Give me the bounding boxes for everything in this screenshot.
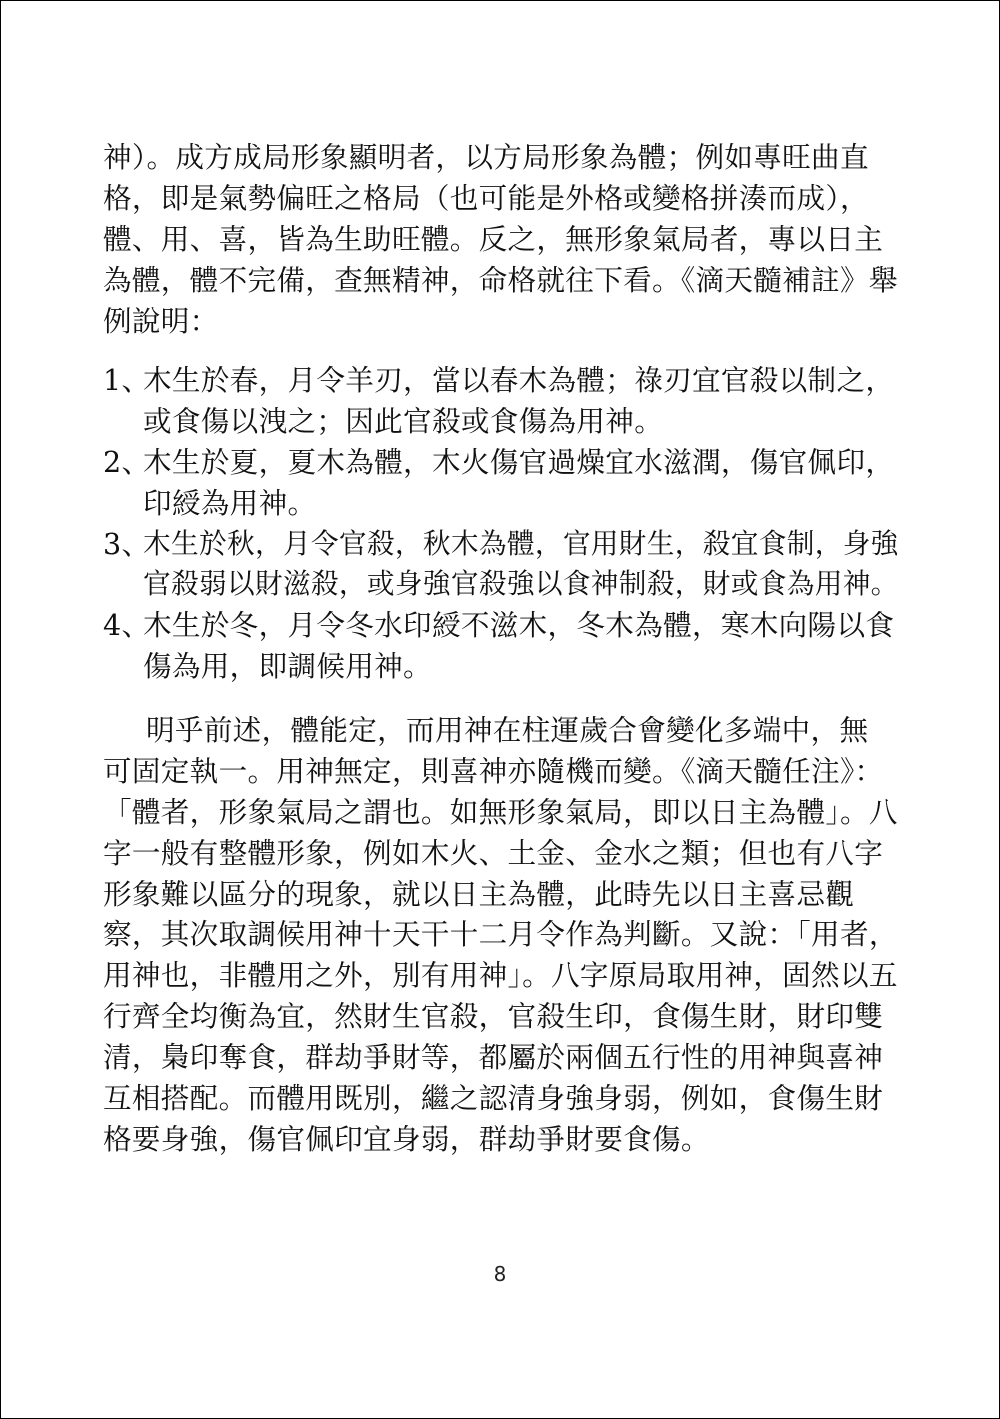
paragraph-line: 格要身強，傷官佩印宜身弱，群劫爭財要食傷。 (103, 1121, 710, 1156)
list-item-text: 木生於秋，月令官殺，秋木為體，官用財生，殺宜食制，身強 (143, 526, 899, 560)
list-item-number: 1、 (103, 363, 151, 397)
list-item (103, 360, 903, 442)
paragraph-line: 互相搭配。而體用既別，繼之認清身強身弱，例如，食傷生財 (103, 1081, 884, 1116)
paragraph-line: 神）。成方成局形象顯明者，以方局形象為體；例如專旺曲直 (103, 140, 869, 174)
list-item-text: 木生於夏，夏木為體，木火傷官過燥宜水滋潤，傷官佩印， (143, 444, 895, 479)
list-item-number: 3、 (103, 526, 151, 561)
list-item-text: 木生於冬，月令冬水印綬不滋木，冬木為體，寒木向陽以食 (143, 608, 895, 643)
paragraph-line: 清，梟印奪食，群劫爭財等，都屬於兩個五行性的用神與喜神 (103, 1040, 884, 1075)
paragraph-line: 察，其次取調候用神十天干十二月令作為判斷。又說：「用者， (103, 917, 898, 952)
paragraph-line: 體、用、喜，皆為生助旺體。反之，無形象氣局者，專以日主 (103, 221, 884, 256)
list-item-number: 4、 (103, 608, 151, 643)
paragraph-line: 形象難以區分的現象，就以日主為體，此時先以日主喜忌觀 (103, 876, 855, 911)
list-item (103, 442, 903, 524)
paragraph-first-line: 明乎前述，體能定，而用神在柱運歲合會變化多端中，無 (146, 713, 869, 747)
list-item (103, 605, 903, 687)
list-item-text-continued: 傷為用，即調候用神。 (143, 649, 432, 684)
list-item-text: 木生於春，月令羊刃，當以春木為體；祿刃宜官殺以制之， (143, 363, 895, 397)
paragraph-line: 用神也，非體用之外，別有用神」。八字原局取用神，固然以五 (103, 958, 898, 993)
paragraph-line: 可固定執一。用神無定，則喜神亦隨機而變。《滴天髓任注》： (103, 753, 884, 788)
paragraph-1 (103, 137, 903, 341)
list-item (103, 524, 903, 606)
paragraph-line: 格，即是氣勢偏旺之格局（也可能是外格或變格拼湊而成）， (103, 180, 869, 215)
paragraph-2 (103, 710, 903, 1160)
paragraph-line: 「體者，形象氣局之謂也。如無形象氣局，即以日主為體」。八 (103, 794, 898, 829)
paragraph-line: 字一般有整體形象，例如木火、土金、金水之類；但也有八字 (103, 835, 884, 870)
list-item-number: 2、 (103, 444, 151, 479)
paragraph-line: 為體，體不完備，查無精神，命格就往下看。《滴天髓補註》舉 (103, 262, 898, 297)
numbered-list (103, 360, 903, 687)
list-item-text-continued: 印綬為用神。 (143, 485, 317, 520)
list-item-text-continued: 或食傷以洩之；因此官殺或食傷為用神。 (143, 403, 664, 438)
paragraph-line: 行齊全均衡為宜，然財生官殺，官殺生印，食傷生財，財印雙 (103, 999, 884, 1034)
paragraph-line: 例說明： (103, 303, 219, 338)
page-number: 8 (493, 1262, 507, 1286)
list-item-text-continued: 官殺弱以財滋殺，或身強官殺強以食神制殺，財或食為用神。 (143, 567, 899, 601)
